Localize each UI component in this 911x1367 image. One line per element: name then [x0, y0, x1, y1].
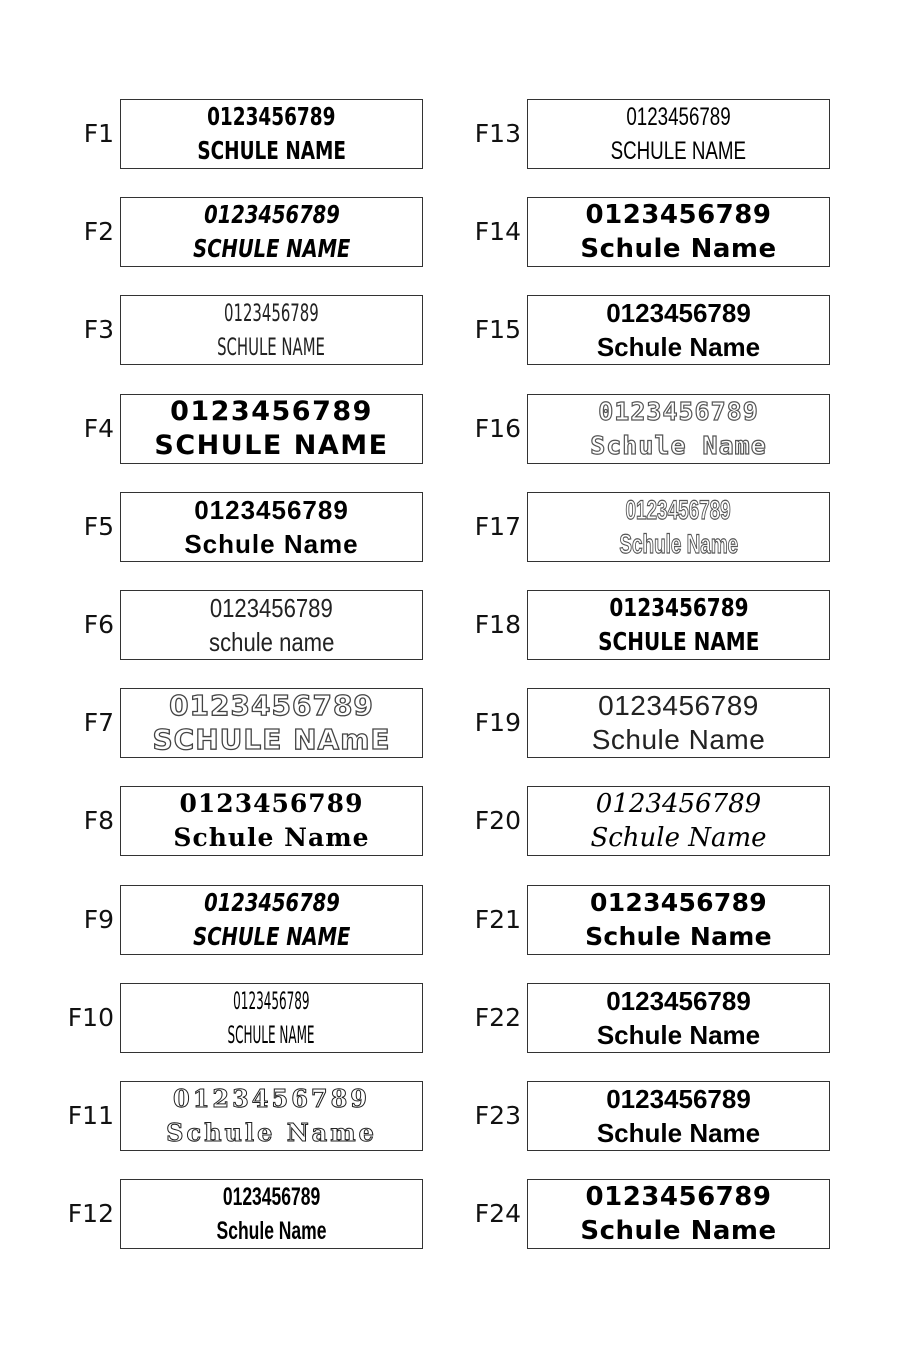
- sample-number-text: 0123456789: [625, 495, 732, 525]
- sample-number-text: 0123456789: [585, 1182, 772, 1212]
- sample-number-text: 0123456789: [606, 986, 751, 1016]
- sample-school-name-text: Schule Name: [596, 1020, 761, 1050]
- sample-school-name-text: SCHULE NAME: [217, 333, 326, 361]
- font-code-label: F12: [67, 1199, 114, 1228]
- sample-school-name-text: SCHULE NAME: [597, 627, 760, 656]
- font-code-label: F10: [67, 1003, 114, 1032]
- sample-school-name-text: Schule Name: [166, 1118, 377, 1147]
- sample-school-name-text: Schule Name: [590, 823, 767, 853]
- sample-number-text: 0123456789: [224, 299, 319, 327]
- font-code-label: F23: [474, 1101, 521, 1130]
- sample-school-name-text: Schule Name: [619, 529, 738, 559]
- sample-number-text: 0123456789: [207, 102, 336, 131]
- font-sample-row: [0, 392, 911, 466]
- font-code-label: F15: [474, 315, 521, 344]
- font-sample-box[interactable]: [527, 295, 830, 365]
- sample-school-name-text: SCHULE NAME: [192, 234, 351, 263]
- sample-number-text: 0123456789: [626, 103, 731, 131]
- font-sample-row: [0, 588, 911, 662]
- font-code-label: F19: [474, 708, 521, 737]
- font-sample-box[interactable]: [527, 99, 830, 169]
- sample-school-name-text: Schule Name: [596, 1118, 761, 1148]
- font-code-label: F5: [83, 512, 114, 541]
- sample-school-name-text: Schule Name: [585, 922, 772, 951]
- sample-school-name-text: SCHULE NAME: [610, 137, 747, 165]
- sample-school-name-text: Schule Name: [580, 234, 777, 264]
- sample-number-text: 0123456789: [203, 200, 340, 229]
- sample-school-name-text: Schule Name: [184, 529, 359, 559]
- sample-number-text: 0123456789: [233, 987, 310, 1015]
- sample-number-text: 0123456789: [595, 789, 762, 819]
- font-code-label: F24: [474, 1199, 521, 1228]
- font-sample-row: [0, 981, 911, 1055]
- font-sample-row: [0, 686, 911, 760]
- sample-number-text: 0123456789: [590, 888, 767, 917]
- sample-school-name-text: Schule Name: [596, 332, 761, 362]
- sample-number-text: 0123456789: [585, 200, 772, 230]
- font-sample-box[interactable]: [527, 197, 830, 267]
- font-code-label: F11: [67, 1101, 114, 1130]
- font-code-label: F9: [83, 905, 114, 934]
- sample-number-text: 0123456789: [169, 689, 374, 722]
- sample-number-text: 0123456789: [194, 495, 349, 525]
- sample-number-text: 0123456789: [608, 593, 749, 622]
- font-code-label: F21: [474, 905, 521, 934]
- font-code-label: F3: [83, 315, 114, 344]
- font-sample-row: [0, 97, 911, 171]
- font-sample-box[interactable]: [527, 590, 830, 660]
- font-sample-box[interactable]: [527, 688, 830, 758]
- sample-school-name-text: Schule Name: [173, 823, 370, 852]
- font-code-label: F6: [83, 610, 114, 639]
- sample-school-name-text: SCHULE NAME: [154, 430, 389, 461]
- sample-number-text: 0123456789: [179, 789, 364, 818]
- sample-school-name-text: SCHULE NAME: [192, 922, 351, 951]
- font-code-label: F14: [474, 217, 521, 246]
- font-sample-box[interactable]: [527, 394, 830, 464]
- font-sample-box[interactable]: [527, 1179, 830, 1249]
- font-sample-row: [0, 1079, 911, 1153]
- font-sample-box[interactable]: [527, 786, 830, 856]
- sample-number-text: 0123456789: [598, 690, 759, 721]
- font-code-label: F2: [83, 217, 114, 246]
- sample-number-text: 0123456789: [222, 1183, 321, 1211]
- sample-school-name-text: SCHULE NAME: [227, 1021, 315, 1049]
- font-code-label: F16: [474, 414, 521, 443]
- sample-number-text: 0123456789: [173, 1084, 370, 1113]
- sample-school-name-text: Schule Name: [580, 1216, 777, 1246]
- font-sample-row: [0, 195, 911, 269]
- font-code-label: F22: [474, 1003, 521, 1032]
- font-code-label: F4: [83, 414, 114, 443]
- font-code-label: F1: [83, 119, 114, 148]
- font-sample-row: [0, 293, 911, 367]
- font-code-label: F18: [474, 610, 521, 639]
- sample-school-name-text: Schule Name: [590, 431, 767, 460]
- font-sample-box[interactable]: [527, 983, 830, 1053]
- font-sample-box[interactable]: [527, 492, 830, 562]
- font-sample-row: [0, 1177, 911, 1251]
- sample-number-text: 0123456789: [210, 593, 333, 623]
- sample-school-name-text: Schule Name: [591, 724, 766, 755]
- font-code-label: F17: [474, 512, 521, 541]
- font-code-label: F13: [474, 119, 521, 148]
- sample-number-text: 0123456789: [606, 1084, 751, 1114]
- font-code-label: F7: [83, 708, 114, 737]
- font-sample-box[interactable]: [527, 1081, 830, 1151]
- sample-number-text: 0123456789: [606, 298, 751, 328]
- sample-school-name-text: SCHULE NAmE: [152, 723, 391, 756]
- sample-school-name-text: Schule Name: [216, 1217, 327, 1245]
- font-sample-row: [0, 883, 911, 957]
- font-code-label: F20: [474, 806, 521, 835]
- font-sample-box[interactable]: [527, 885, 830, 955]
- sample-number-text: 0123456789: [598, 397, 759, 426]
- sample-school-name-text: schule name: [208, 627, 335, 657]
- sample-number-text: 0123456789: [203, 888, 340, 917]
- font-sample-row: [0, 490, 911, 564]
- font-code-label: F8: [83, 806, 114, 835]
- sample-school-name-text: SCHULE NAME: [197, 136, 346, 165]
- font-sample-row: [0, 784, 911, 858]
- sample-number-text: 0123456789: [170, 396, 373, 427]
